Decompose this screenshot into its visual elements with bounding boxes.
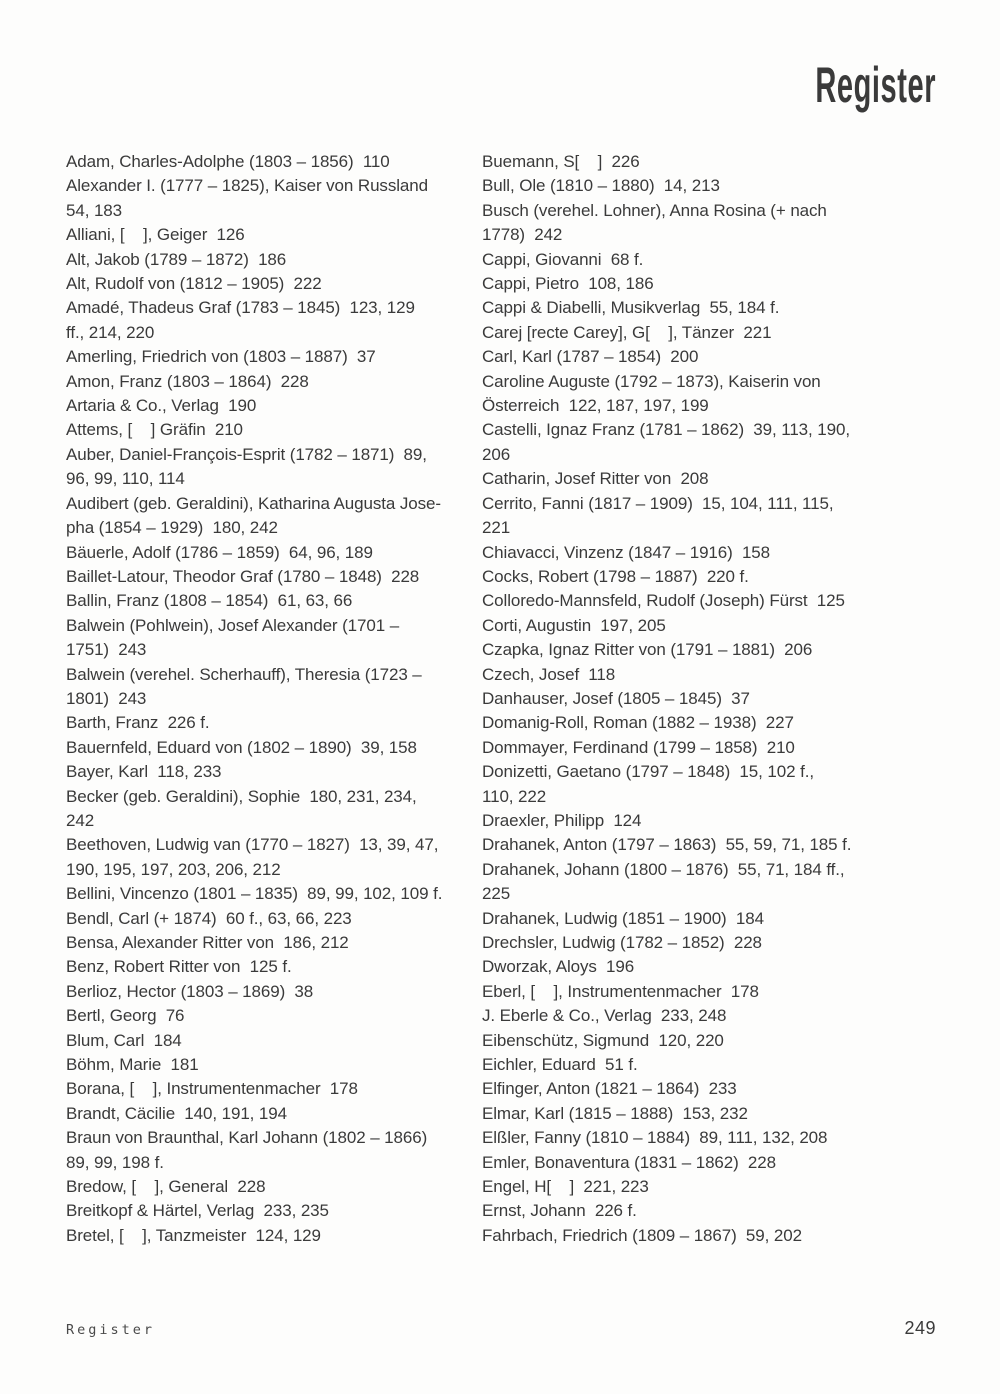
index-entry-line: Cappi, Pietro 108, 186	[482, 274, 654, 294]
index-entry-line: 1801) 243	[66, 688, 147, 708]
index-entry-line: Czech, Josef 118	[482, 664, 616, 684]
index-entry-line: 242	[66, 810, 95, 830]
index-entry-line: Engel, H[ ] 221, 223	[482, 1177, 649, 1197]
index-entry-line: Amerling, Friedrich von (1803 – 1887) 37	[66, 347, 376, 367]
index-entry-line: Domanig-Roll, Roman (1882 – 1938) 227	[482, 713, 794, 733]
index-entry-line: Alt, Jakob (1789 – 1872) 186	[66, 249, 287, 269]
index-entry-line: Danhauser, Josef (1805 – 1845) 37	[482, 688, 750, 708]
index-entry-line: Auber, Daniel-François-Esprit (1782 – 1871) 89,	[66, 444, 427, 464]
index-entry-line: Benz, Robert Ritter von 125 f.	[66, 957, 292, 977]
index-entry-line: ff., 214, 220	[66, 322, 155, 342]
index-entry-line: Bendl, Carl (+ 1874) 60 f., 63, 66, 223	[66, 908, 352, 928]
index-entry-line: Baillet-Latour, Theodor Graf (1780 – 1848) 228	[66, 566, 420, 586]
index-entry-line: Czapka, Ignaz Ritter von (1791 – 1881) 206	[482, 640, 813, 660]
index-entry-line: Caroline Auguste (1792 – 1873), Kaiserin von	[482, 371, 821, 391]
index-entry-line: Drahanek, Johann (1800 – 1876) 55, 71, 184 ff.,	[482, 859, 845, 879]
index-entry-line: Buemann, S[ ] 226	[482, 152, 640, 171]
index-entry-line: Busch (verehel. Lohner), Anna Rosina (+ nach	[482, 200, 827, 220]
index-entry-line: Cappi & Diabelli, Musikverlag 55, 184 f.	[482, 298, 780, 318]
index-entry-line: Emler, Bonaventura (1831 – 1862) 228	[482, 1152, 776, 1172]
index-right-column	[482, 150, 876, 1248]
index-columns	[66, 150, 940, 1248]
index-entry-line: 190, 195, 197, 203, 206, 212	[66, 859, 281, 879]
index-entry-line: Draexler, Philipp 124	[482, 810, 642, 830]
index-entry-line: Dworzak, Aloys 196	[482, 957, 635, 977]
index-entry-line: Dommayer, Ferdinand (1799 – 1858) 210	[482, 737, 795, 757]
index-entry-line: Österreich 122, 187, 197, 199	[482, 396, 709, 416]
index-entry-line: Braun von Braunthal, Karl Johann (1802 – 1866)	[66, 1128, 428, 1148]
index-entry-line: Blum, Carl 184	[66, 1030, 182, 1050]
page-title: Register	[815, 57, 936, 113]
index-entry-line: Adam, Charles-Adolphe (1803 – 1856) 110	[66, 152, 390, 171]
page-footer	[66, 1318, 936, 1339]
index-entry-line: 110, 222	[482, 786, 547, 806]
index-entry-line: Eichler, Eduard 51 f.	[482, 1055, 638, 1075]
index-entry-line: Ernst, Johann 226 f.	[482, 1201, 637, 1221]
index-entry-line: Ballin, Franz (1808 – 1854) 61, 63, 66	[66, 591, 353, 611]
index-entry-line: Elmar, Karl (1815 – 1888) 153, 232	[482, 1103, 748, 1123]
index-entry-line: 206	[482, 444, 511, 464]
index-entry-line: Colloredo-Mannsfeld, Rudolf (Joseph) Fürst 125	[482, 591, 845, 611]
index-entry-line: Balwein (Pohlwein), Josef Alexander (1701 –	[66, 615, 400, 635]
index-entry-line: Cerrito, Fanni (1817 – 1909) 15, 104, 111, 115,	[482, 493, 834, 513]
index-entry-line: Beethoven, Ludwig van (1770 – 1827) 13, 39, 47,	[66, 835, 439, 855]
index-entry-line: Elfinger, Anton (1821 – 1864) 233	[482, 1079, 737, 1099]
index-entry-line: J. Eberle & Co., Verlag 233, 248	[482, 1006, 727, 1026]
index-entry-line: Castelli, Ignaz Franz (1781 – 1862) 39, 113, 190,	[482, 420, 850, 440]
index-entry-line: Elßler, Fanny (1810 – 1884) 89, 111, 132, 208	[482, 1128, 828, 1148]
index-entry-line: 54, 183	[66, 200, 123, 220]
index-entry-line: Bellini, Vincenzo (1801 – 1835) 89, 99, 102, 109 f.	[66, 884, 443, 904]
index-entry-line: Eberl, [ ], Instrumentenmacher 178	[482, 981, 759, 1001]
index-entry-line: Bull, Ole (1810 – 1880) 14, 213	[482, 176, 720, 196]
footer-page-number: 249	[904, 1318, 936, 1338]
index-entry-line: Böhm, Marie 181	[66, 1055, 199, 1075]
index-entry-line: Alt, Rudolf von (1812 – 1905) 222	[66, 274, 322, 294]
index-entry-line: Bauernfeld, Eduard von (1802 – 1890) 39, 158	[66, 737, 417, 757]
index-entry-line: Balwein (verehel. Scherhauff), Theresia (1723 –	[66, 664, 422, 684]
index-entry-line: Drahanek, Ludwig (1851 – 1900) 184	[482, 908, 764, 928]
index-entry-line: Cappi, Giovanni 68 f.	[482, 249, 644, 269]
index-entry-line: Drahanek, Anton (1797 – 1863) 55, 59, 71, 185 f.	[482, 835, 852, 855]
footer-section-label: Register	[66, 1322, 156, 1338]
index-entry-line: Bäuerle, Adolf (1786 – 1859) 64, 96, 189	[66, 542, 373, 562]
index-entry-line: Bredow, [ ], General 228	[66, 1177, 266, 1197]
index-entry-line: Artaria & Co., Verlag 190	[66, 396, 257, 416]
index-entry-line: Cocks, Robert (1798 – 1887) 220 f.	[482, 566, 749, 586]
index-entry-line: Eibenschütz, Sigmund 120, 220	[482, 1030, 724, 1050]
index-entry-line: 89, 99, 198 f.	[66, 1152, 164, 1172]
index-entry-line: Fahrbach, Friedrich (1809 – 1867) 59, 202	[482, 1225, 802, 1245]
index-entry-line: Becker (geb. Geraldini), Sophie 180, 231, 234,	[66, 786, 417, 806]
index-entry-line: Brandt, Cäcilie 140, 191, 194	[66, 1103, 287, 1123]
index-entry-line: Donizetti, Gaetano (1797 – 1848) 15, 102 f.,	[482, 762, 814, 782]
index-entry-line: 225	[482, 884, 511, 904]
index-entry-line: 1778) 242	[482, 225, 563, 245]
index-entry-line: Audibert (geb. Geraldini), Katharina Augusta Jose-	[66, 493, 441, 513]
index-entry-line: Carej [recte Carey], G[ ], Tänzer 221	[482, 322, 772, 342]
index-entry-line: 221	[482, 518, 511, 538]
index-entry-line: Corti, Augustin 197, 205	[482, 615, 666, 635]
index-entry-line: Borana, [ ], Instrumentenmacher 178	[66, 1079, 358, 1099]
index-entry-line: Bretel, [ ], Tanzmeister 124, 129	[66, 1225, 321, 1245]
index-entry-line: Catharin, Josef Ritter von 208	[482, 469, 709, 489]
index-entry-line: 1751) 243	[66, 640, 147, 660]
index-entry-line: Berlioz, Hector (1803 – 1869) 38	[66, 981, 314, 1001]
index-entry-line: Alliani, [ ], Geiger 126	[66, 225, 245, 245]
index-entry-line: Amon, Franz (1803 – 1864) 228	[66, 371, 309, 391]
index-entry-line: Barth, Franz 226 f.	[66, 713, 210, 733]
index-entry-line: Carl, Karl (1787 – 1854) 200	[482, 347, 699, 367]
index-entry-line: 96, 99, 110, 114	[66, 469, 185, 489]
index-entry-line: Attems, [ ] Gräfin 210	[66, 420, 243, 440]
index-entry-line: Bensa, Alexander Ritter von 186, 212	[66, 933, 349, 952]
index-entry-line: pha (1854 – 1929) 180, 242	[66, 518, 278, 538]
index-entry-line: Bertl, Georg 76	[66, 1006, 185, 1026]
index-entry-line: Bayer, Karl 118, 233	[66, 762, 222, 782]
index-entry-line: Chiavacci, Vinzenz (1847 – 1916) 158	[482, 542, 771, 562]
index-left-column	[66, 150, 460, 1248]
index-entry-line: Amadé, Thadeus Graf (1783 – 1845) 123, 129	[66, 298, 415, 318]
index-entry-line: Alexander I. (1777 – 1825), Kaiser von Russland	[66, 176, 428, 196]
index-entry-line: Drechsler, Ludwig (1782 – 1852) 228	[482, 933, 762, 952]
index-entry-line: Breitkopf & Härtel, Verlag 233, 235	[66, 1201, 329, 1221]
